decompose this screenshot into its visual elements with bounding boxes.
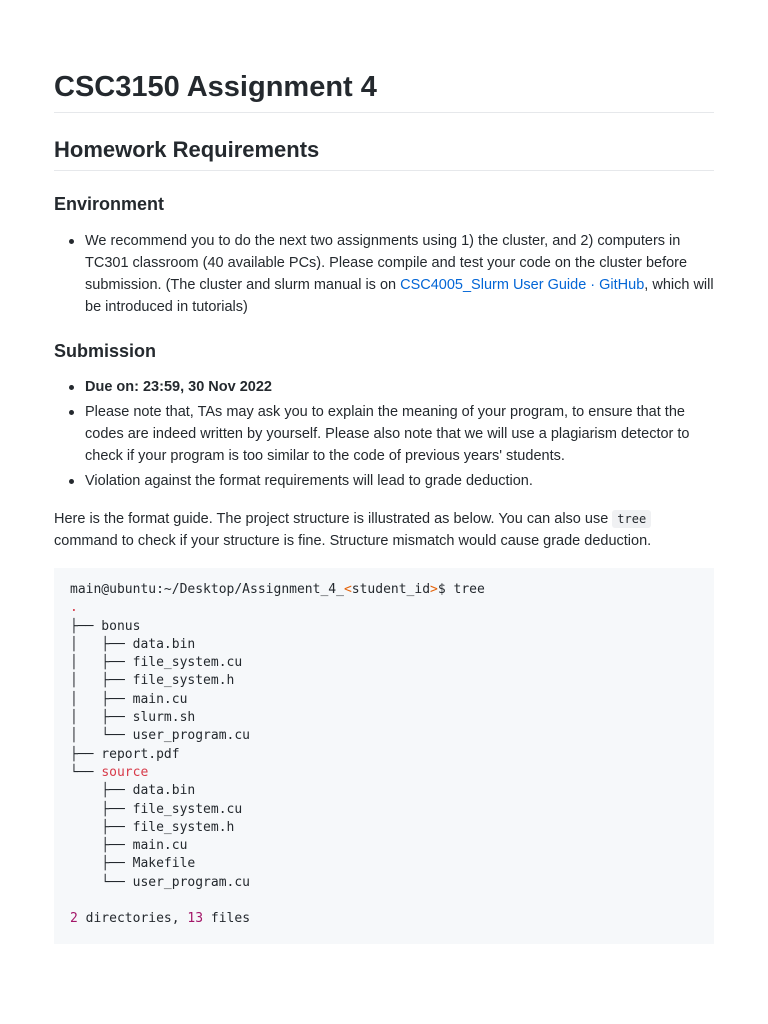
tree-line: │ ├── data.bin bbox=[70, 636, 196, 652]
tree-line: ├── file_system.cu bbox=[70, 801, 243, 817]
tree-line: │ ├── main.cu bbox=[70, 691, 188, 707]
title-divider bbox=[54, 112, 714, 113]
tree-line: │ ├── file_system.cu bbox=[70, 655, 243, 671]
tree-command-code: tree bbox=[612, 510, 651, 528]
list-item bbox=[54, 401, 714, 467]
lt-symbol: < bbox=[343, 582, 352, 597]
tree-line: ├── main.cu bbox=[70, 838, 188, 854]
tree-line: ├── report.pdf bbox=[70, 746, 180, 762]
environment-list bbox=[54, 230, 714, 321]
dirs-label: directories, bbox=[77, 911, 188, 927]
submission-heading: Submission bbox=[54, 341, 157, 361]
tree-line: ├── Makefile bbox=[70, 856, 196, 872]
list-item bbox=[54, 470, 714, 492]
tree-root-dot: . bbox=[70, 600, 78, 616]
files-count: 13 bbox=[187, 911, 204, 927]
format-guide-paragraph bbox=[54, 508, 714, 552]
tree-line: ├── data.bin bbox=[70, 783, 196, 799]
format-guide-text-end: command to check if your structure is fine. Structure mismatch would cause grade deduction. bbox=[54, 533, 652, 549]
violation-note: Violation against the format requirements will lead to grade deduction. bbox=[85, 473, 533, 489]
environment-heading: Environment bbox=[54, 194, 165, 214]
shell-prompt: main@ubuntu:~/Desktop/Assignment_4_ bbox=[70, 582, 344, 597]
tree-line: └── user_program.cu bbox=[70, 874, 251, 890]
list-item bbox=[54, 230, 714, 318]
due-date: Due on: 23:59, 30 Nov 2022 bbox=[85, 379, 272, 395]
tree-line: ├── file_system.h bbox=[70, 819, 235, 835]
format-guide-text: Here is the format guide. The project structure is illustrated as below. You can also use bbox=[54, 511, 613, 527]
tree-line: │ ├── file_system.h bbox=[70, 673, 235, 689]
tree-line: │ ├── slurm.sh bbox=[70, 710, 196, 726]
code-block bbox=[54, 568, 714, 944]
tree-branch: └── bbox=[70, 764, 102, 780]
gt-symbol: > bbox=[430, 582, 438, 597]
plagiarism-note: Please note that, TAs may ask you to explain the meaning of your program, to ensure that the codes are indeed written by yourself. Please also note that we will use a plagiarism detector to check if your program is too similar to the code of previous years' students. bbox=[85, 404, 690, 464]
tree-line: ├── bonus bbox=[70, 618, 141, 634]
slurm-guide-link[interactable]: CSC4005_Slurm User Guide · GitHub bbox=[400, 277, 645, 293]
page-title: CSC3150 Assignment 4 bbox=[54, 71, 377, 103]
student-id-placeholder: student_id bbox=[351, 582, 431, 597]
files-label: files bbox=[203, 911, 251, 927]
environment-text-end: , which will be introduced in tutorials) bbox=[85, 277, 714, 315]
tree-line: │ └── user_program.cu bbox=[70, 728, 251, 744]
section-heading: Homework Requirements bbox=[54, 137, 320, 162]
section-divider bbox=[54, 170, 714, 171]
tree-output bbox=[70, 581, 698, 929]
environment-text: We recommend you to do the next two assignments using 1) the cluster, and 2) computers in TC301 classroom (40 available PCs). Please compile and test your code on the cluster before submission. (The cluster and slurm manual is on bbox=[85, 233, 688, 293]
submission-list bbox=[54, 376, 714, 495]
shell-command: $ tree bbox=[437, 582, 485, 597]
source-dir: source bbox=[101, 764, 149, 780]
list-item bbox=[54, 376, 714, 398]
dirs-count: 2 bbox=[70, 911, 78, 927]
